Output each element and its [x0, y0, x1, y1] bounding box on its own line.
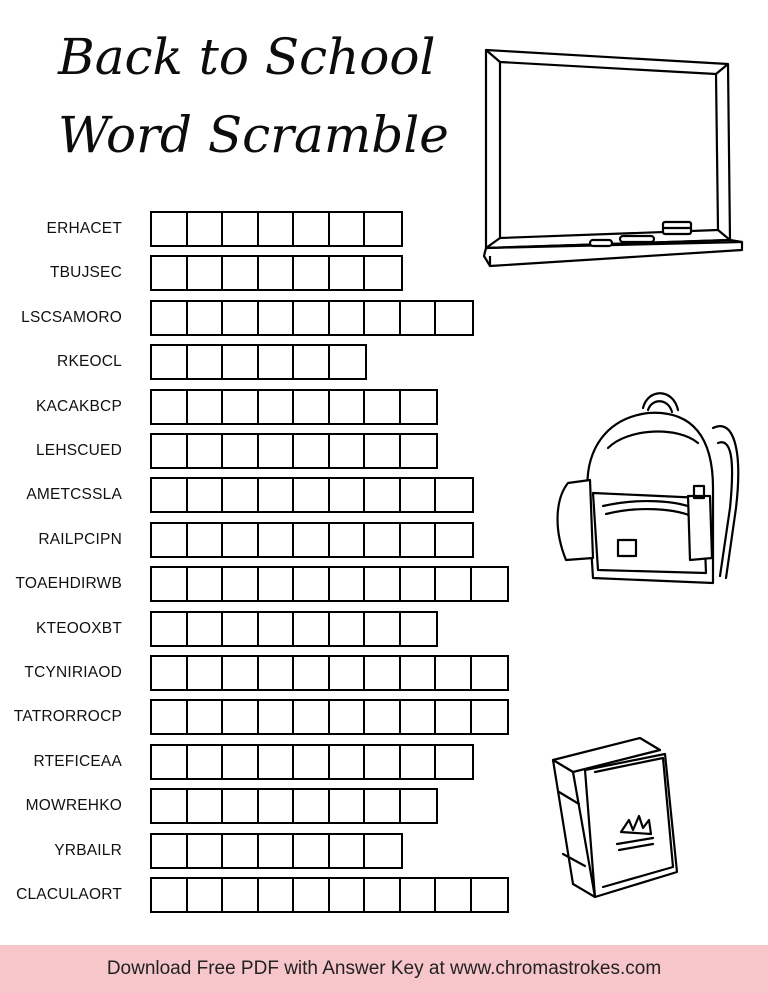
answer-boxes	[150, 744, 474, 780]
letter-box[interactable]	[330, 524, 366, 556]
scrambled-word: YRBAILR	[54, 841, 122, 859]
letter-box[interactable]	[259, 657, 295, 689]
letter-box[interactable]	[330, 302, 366, 334]
letter-box[interactable]	[223, 879, 259, 911]
puzzle-row	[0, 255, 403, 291]
puzzle-row	[0, 611, 438, 647]
letter-box[interactable]	[330, 346, 366, 378]
answer-boxes	[150, 522, 474, 558]
letter-box[interactable]	[259, 213, 295, 245]
scrambled-word: AMETCSSLA	[26, 486, 122, 504]
letter-box[interactable]	[259, 701, 295, 733]
letter-box[interactable]	[223, 524, 259, 556]
letter-box[interactable]	[223, 701, 259, 733]
letter-box[interactable]	[436, 657, 472, 689]
letter-box[interactable]	[152, 879, 188, 911]
letter-box[interactable]	[294, 213, 330, 245]
letter-box[interactable]	[259, 479, 295, 511]
letter-box[interactable]	[365, 435, 401, 467]
letter-box[interactable]	[152, 257, 188, 289]
letter-box[interactable]	[152, 613, 188, 645]
puzzle-row	[0, 655, 509, 691]
puzzle-row	[0, 344, 367, 380]
answer-boxes	[150, 477, 474, 513]
letter-box[interactable]	[365, 835, 401, 867]
puzzle-row	[0, 877, 509, 913]
letter-box[interactable]	[472, 568, 508, 600]
letter-box[interactable]	[365, 613, 401, 645]
letter-box[interactable]	[223, 346, 259, 378]
answer-boxes	[150, 566, 509, 602]
letter-box[interactable]	[330, 257, 366, 289]
puzzle-row	[0, 788, 438, 824]
letter-box[interactable]	[223, 568, 259, 600]
letter-box[interactable]	[365, 701, 401, 733]
letter-box[interactable]	[365, 746, 401, 778]
letter-box[interactable]	[401, 613, 437, 645]
letter-box[interactable]	[223, 391, 259, 423]
letter-box[interactable]	[259, 435, 295, 467]
backpack-illustration	[548, 388, 748, 588]
scrambled-word: KACAKBCP	[35, 397, 122, 415]
letter-box[interactable]	[472, 879, 508, 911]
letter-box[interactable]	[152, 302, 188, 334]
letter-box[interactable]	[259, 879, 295, 911]
answer-boxes	[150, 699, 509, 735]
letter-box[interactable]	[152, 835, 188, 867]
letter-box[interactable]	[188, 613, 224, 645]
scrambled-word: LSCSAMORO	[21, 308, 122, 326]
letter-box[interactable]	[365, 657, 401, 689]
letter-box[interactable]	[223, 613, 259, 645]
letter-box[interactable]	[188, 701, 224, 733]
scrambled-word: TCYNIRIAOD	[24, 664, 122, 681]
title-line-2: Word Scramble	[58, 106, 449, 164]
letter-box[interactable]	[330, 213, 366, 245]
letter-box[interactable]	[294, 346, 330, 378]
letter-box[interactable]	[259, 391, 295, 423]
letter-box[interactable]	[188, 746, 224, 778]
letter-box[interactable]	[472, 657, 508, 689]
letter-box[interactable]	[436, 524, 472, 556]
letter-box[interactable]	[188, 835, 224, 867]
answer-boxes	[150, 389, 438, 425]
letter-box[interactable]	[330, 657, 366, 689]
letter-box[interactable]	[259, 257, 295, 289]
puzzle-row	[0, 522, 474, 558]
letter-box[interactable]	[365, 479, 401, 511]
chalkboard-illustration	[478, 42, 748, 274]
letter-box[interactable]	[365, 790, 401, 822]
letter-box[interactable]	[188, 435, 224, 467]
letter-box[interactable]	[365, 302, 401, 334]
letter-box[interactable]	[188, 213, 224, 245]
letter-box[interactable]	[294, 257, 330, 289]
letter-box[interactable]	[294, 435, 330, 467]
letter-box[interactable]	[152, 346, 188, 378]
letter-box[interactable]	[294, 479, 330, 511]
letter-box[interactable]	[152, 568, 188, 600]
letter-box[interactable]	[436, 701, 472, 733]
letter-box[interactable]	[436, 302, 472, 334]
letter-box[interactable]	[188, 346, 224, 378]
puzzle-row	[0, 699, 509, 735]
puzzle-row	[0, 566, 509, 602]
letter-box[interactable]	[188, 391, 224, 423]
letter-box[interactable]	[330, 701, 366, 733]
letter-box[interactable]	[188, 302, 224, 334]
letter-box[interactable]	[330, 391, 366, 423]
letter-box[interactable]	[152, 391, 188, 423]
letter-box[interactable]	[294, 790, 330, 822]
letter-box[interactable]	[259, 524, 295, 556]
footer-text: Download Free PDF with Answer Key at www.chromastrokes.com	[106, 958, 662, 979]
letter-box[interactable]	[401, 701, 437, 733]
letter-box[interactable]	[294, 835, 330, 867]
answer-boxes	[150, 788, 438, 824]
answer-boxes	[150, 655, 509, 691]
letter-box[interactable]	[152, 435, 188, 467]
letter-box[interactable]	[223, 790, 259, 822]
letter-box[interactable]	[365, 524, 401, 556]
letter-box[interactable]	[365, 391, 401, 423]
scrambled-word: KTEOOXBT	[35, 619, 122, 637]
letter-box[interactable]	[294, 302, 330, 334]
letter-box[interactable]	[223, 257, 259, 289]
letter-box[interactable]	[294, 524, 330, 556]
letter-box[interactable]	[401, 790, 437, 822]
letter-box[interactable]	[330, 479, 366, 511]
letter-box[interactable]	[294, 701, 330, 733]
letter-box[interactable]	[152, 746, 188, 778]
letter-box[interactable]	[330, 790, 366, 822]
scrambled-word: MOWREHKO	[25, 797, 122, 815]
letter-box[interactable]	[401, 479, 437, 511]
puzzle-row	[0, 433, 438, 469]
letter-box[interactable]	[259, 568, 295, 600]
letter-box[interactable]	[223, 746, 259, 778]
answer-boxes	[150, 211, 403, 247]
letter-box[interactable]	[259, 835, 295, 867]
puzzle-row	[0, 211, 403, 247]
letter-box[interactable]	[188, 657, 224, 689]
letter-box[interactable]	[152, 213, 188, 245]
puzzle-row	[0, 833, 403, 869]
letter-box[interactable]	[259, 746, 295, 778]
answer-boxes	[150, 877, 509, 913]
scrambled-word: TATRORROCP	[13, 708, 122, 726]
answer-boxes	[150, 433, 438, 469]
letter-box[interactable]	[259, 302, 295, 334]
letter-box[interactable]	[188, 879, 224, 911]
letter-box[interactable]	[223, 835, 259, 867]
letter-box[interactable]	[365, 568, 401, 600]
letter-box[interactable]	[188, 790, 224, 822]
letter-box[interactable]	[152, 657, 188, 689]
scrambled-word: TOAEHDIRWB	[15, 575, 122, 593]
scrambled-word: CLACULAORT	[16, 886, 122, 903]
letter-box[interactable]	[472, 701, 508, 733]
letter-box[interactable]	[401, 657, 437, 689]
answer-boxes	[150, 611, 438, 647]
letter-box[interactable]	[188, 479, 224, 511]
scrambled-word: TBUJSEC	[49, 264, 122, 282]
letter-box[interactable]	[401, 879, 437, 911]
download-footer	[0, 945, 768, 993]
letter-box[interactable]	[330, 879, 366, 911]
letter-box[interactable]	[436, 746, 472, 778]
letter-box[interactable]	[294, 657, 330, 689]
scrambled-word: RTEFICEAA	[33, 752, 122, 770]
letter-box[interactable]	[294, 568, 330, 600]
letter-box[interactable]	[188, 524, 224, 556]
letter-box[interactable]	[259, 790, 295, 822]
letter-box[interactable]	[365, 213, 401, 245]
letter-box[interactable]	[330, 746, 366, 778]
letter-box[interactable]	[330, 613, 366, 645]
letter-box[interactable]	[259, 346, 295, 378]
puzzle-row	[0, 744, 474, 780]
letter-box[interactable]	[330, 435, 366, 467]
letter-box[interactable]	[365, 879, 401, 911]
letter-box[interactable]	[401, 302, 437, 334]
answer-boxes	[150, 344, 367, 380]
letter-box[interactable]	[188, 257, 224, 289]
scrambled-word: ERHACET	[46, 220, 122, 237]
letter-box[interactable]	[152, 479, 188, 511]
letter-box[interactable]	[401, 568, 437, 600]
letter-box[interactable]	[152, 790, 188, 822]
answer-boxes	[150, 255, 403, 291]
puzzle-row	[0, 477, 474, 513]
scrambled-word: RAILPCIPN	[38, 530, 122, 548]
letter-box[interactable]	[294, 746, 330, 778]
letter-box[interactable]	[259, 613, 295, 645]
puzzle-row	[0, 300, 474, 336]
title-line-1: Back to School	[58, 28, 436, 86]
scrambled-word: RKEOCL	[57, 353, 122, 371]
scrambled-word: LEHSCUED	[35, 442, 122, 459]
letter-box[interactable]	[330, 568, 366, 600]
letter-box[interactable]	[330, 835, 366, 867]
letter-box[interactable]	[223, 435, 259, 467]
letter-box[interactable]	[365, 257, 401, 289]
letter-box[interactable]	[223, 479, 259, 511]
letter-box[interactable]	[436, 568, 472, 600]
letter-box[interactable]	[401, 524, 437, 556]
letter-box[interactable]	[152, 524, 188, 556]
letter-box[interactable]	[188, 568, 224, 600]
letter-box[interactable]	[401, 435, 437, 467]
puzzle-row	[0, 389, 438, 425]
letter-box[interactable]	[294, 879, 330, 911]
book-illustration	[545, 732, 685, 902]
letter-box[interactable]	[294, 391, 330, 423]
letter-box[interactable]	[223, 657, 259, 689]
letter-box[interactable]	[294, 613, 330, 645]
letter-box[interactable]	[436, 879, 472, 911]
letter-box[interactable]	[223, 302, 259, 334]
letter-box[interactable]	[436, 479, 472, 511]
letter-box[interactable]	[152, 701, 188, 733]
letter-box[interactable]	[401, 746, 437, 778]
answer-boxes	[150, 300, 474, 336]
letter-box[interactable]	[223, 213, 259, 245]
answer-boxes	[150, 833, 403, 869]
letter-box[interactable]	[401, 391, 437, 423]
